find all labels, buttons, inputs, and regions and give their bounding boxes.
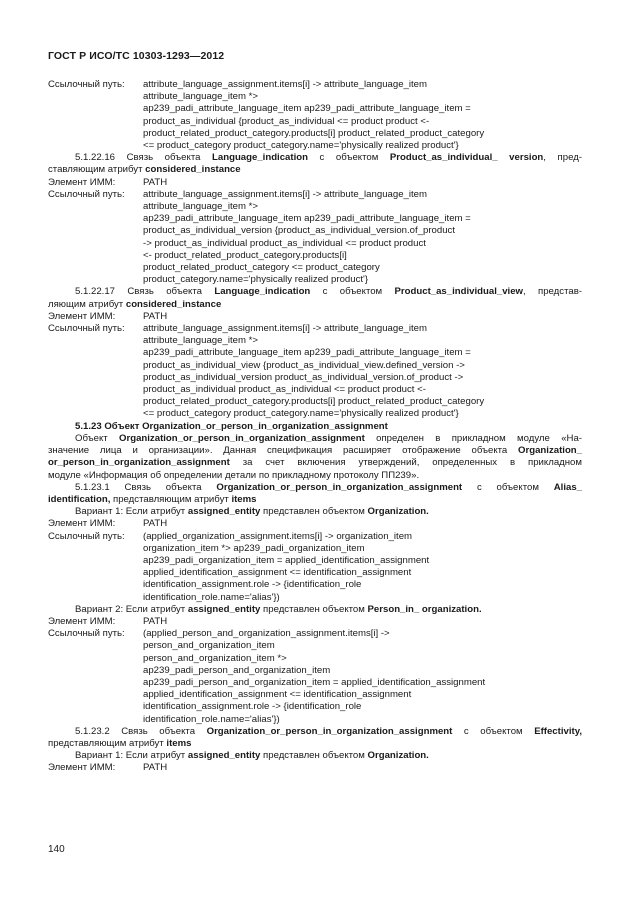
code-line: attribute_language_assignment.items[i] -> attribute_language_item — [143, 323, 427, 335]
reference-path-label: Ссылочный путь: — [48, 79, 125, 90]
imm-element-label: Элемент ИММ: — [48, 518, 116, 530]
section-line: ляющим атрибут considered_instance — [48, 298, 222, 310]
code-block — [48, 201, 582, 286]
code-line: product_category.name='physically realized product'} — [143, 274, 369, 286]
reference-path-label: Ссылочный путь: — [48, 628, 125, 640]
code-line: ap239_padi_person_and_organization_item — [143, 664, 331, 676]
section-5-1-23-1 — [48, 482, 582, 519]
section-5-1-22-17 — [48, 286, 582, 310]
code-line: product_as_individual_view {product_as_individual_view.defined_version -> — [143, 359, 465, 371]
code-line: product_related_product_category.products[i] product_related_product_category — [143, 127, 485, 139]
imm-element-label: Элемент ИММ: — [48, 762, 116, 774]
code-line: attribute_language_item *> — [143, 201, 258, 213]
reference-path-label: Ссылочный путь: — [48, 323, 125, 335]
imm-element-value: PATH — [143, 762, 168, 774]
section-line: 5.1.23.2 Связь объекта Organization_or_person_in_organization_assignment с объектом Effectivity, — [75, 725, 582, 737]
imm-element-row — [48, 616, 582, 628]
reference-path-label: Ссылочный путь: — [48, 530, 125, 542]
imm-element-value: PATH — [143, 615, 168, 627]
variant-line: Вариант 1: Если атрибут assigned_entity представлен объектом Organization. — [75, 750, 429, 762]
code-block — [48, 543, 582, 604]
code-line: product_as_individual_version product_as_individual_version.of_product -> — [143, 371, 464, 383]
imm-element-value: PATH — [143, 176, 168, 188]
section-line: 5.1.22.17 Связь объекта Language_indication с объектом Product_as_individual_view, представ- — [75, 286, 582, 298]
code-line: applied_identification_assignment <= identification_assignment — [143, 567, 412, 579]
code-line: ap239_padi_attribute_language_item ap239_padi_attribute_language_item = — [143, 103, 471, 115]
page-number: 140 — [48, 844, 65, 855]
code-line: attribute_language_item *> — [143, 91, 258, 103]
section-line: 5.1.22.16 Связь объекта Language_indication с объектом Product_as_individual_ version, пред- — [75, 152, 582, 164]
code-line: product_as_individual_version {product_as_individual_version.of_product — [143, 225, 456, 237]
imm-element-row — [48, 518, 582, 530]
imm-element-label: Элемент ИММ: — [48, 176, 116, 188]
code-line: person_and_organization_item — [143, 640, 275, 652]
imm-element-row — [48, 177, 582, 189]
code-block — [48, 640, 582, 725]
code-line: <- product_related_product_category.products[i] — [143, 249, 347, 261]
code-line: identification_assignment.role -> {identification_role — [143, 701, 362, 713]
imm-element-value: PATH — [143, 310, 168, 322]
code-line: product_as_individual product_as_individual <= product product <- — [143, 384, 426, 396]
reference-path-value — [143, 323, 582, 335]
code-line: attribute_language_assignment.items[i] -> attribute_language_item — [143, 79, 427, 90]
section-line: identification, представляющим атрибут items — [48, 493, 257, 505]
document-body — [48, 79, 582, 775]
section-line: представляющим атрибут items — [48, 737, 192, 749]
section-line: модуле «Информация об определении детали по прикладному протоколу ПП239». — [48, 469, 420, 481]
section-5-1-22-16 — [48, 152, 582, 176]
code-line: person_and_organization_item *> — [143, 652, 287, 664]
code-line: identification_role.name='alias'}) — [143, 713, 280, 725]
imm-element-value: PATH — [143, 518, 168, 530]
reference-path-value — [143, 531, 582, 543]
reference-path-row — [48, 323, 582, 335]
code-line: organization_item *> ap239_padi_organization_item — [143, 542, 365, 554]
reference-path-row — [48, 628, 582, 640]
code-line: product_related_product_category.products[i] product_related_product_category — [143, 396, 485, 408]
code-line: ap239_padi_attribute_language_item ap239_padi_attribute_language_item = — [143, 347, 471, 359]
code-line: <= product_category product_category.name='physically realized product'} — [143, 140, 459, 152]
code-line: identification_role.name='alias'}) — [143, 591, 280, 603]
code-line: (applied_organization_assignment.items[i] -> organization_item — [143, 530, 413, 542]
code-line: (applied_person_and_organization_assignment.items[i] -> — [143, 628, 390, 640]
variant-line: Вариант 2: Если атрибут assigned_entity представлен объектом Person_in_ organization. — [75, 603, 482, 615]
section-title: 5.1.23 Объект Organization_or_person_in_organization_assignment — [75, 420, 388, 432]
section-5-1-23 — [48, 421, 582, 482]
code-line: -> product_as_individual product_as_individual <= product product — [143, 237, 426, 249]
imm-element-row — [48, 762, 582, 774]
imm-element-label: Элемент ИММ: — [48, 310, 116, 322]
reference-path-value — [143, 628, 582, 640]
code-line: ap239_padi_organization_item = applied_identification_assignment — [143, 554, 430, 566]
reference-path-row — [48, 531, 582, 543]
imm-element-row — [48, 311, 582, 323]
section-5-1-23-2 — [48, 726, 582, 763]
reference-path-value — [143, 79, 582, 91]
code-line: identification_assignment.role -> {identification_role — [143, 579, 362, 591]
variant-2 — [48, 604, 582, 616]
code-block — [48, 335, 582, 420]
imm-element-label: Элемент ИММ: — [48, 615, 116, 627]
code-line: product_as_individual {product_as_individual <= product product <- — [143, 115, 430, 127]
code-line: product_related_product_category <= product_category — [143, 262, 380, 274]
reference-path-row — [48, 189, 582, 201]
reference-path-row — [48, 79, 582, 91]
code-line: ap239_padi_attribute_language_item ap239_padi_attribute_language_item = — [143, 213, 471, 225]
section-line: Объект Organization_or_person_in_organization_assignment определен в прикладном модуле «На- — [75, 432, 582, 444]
code-line: attribute_language_item *> — [143, 335, 258, 347]
section-line: 5.1.23.1 Связь объекта Organization_or_person_in_organization_assignment с объектом Alias_ — [75, 481, 582, 493]
section-line: ставляющим атрибут considered_instance — [48, 164, 241, 176]
code-line: ap239_padi_person_and_organization_item = applied_identification_assignment — [143, 676, 486, 688]
code-line: attribute_language_assignment.items[i] -> attribute_language_item — [143, 188, 427, 200]
section-line: значение лица и организации». Данная спецификация расширяет отображение объекта Organization_ — [48, 445, 582, 457]
code-line: applied_identification_assignment <= identification_assignment — [143, 689, 412, 701]
document-header: ГОСТ Р ИСО/ТС 10303-1293—2012 — [48, 50, 225, 62]
reference-path-value — [143, 189, 582, 201]
code-line: <= product_category product_category.name='physically realized product'} — [143, 408, 459, 420]
variant-line: Вариант 1: Если атрибут assigned_entity представлен объектом Organization. — [75, 506, 429, 518]
code-block — [48, 91, 582, 152]
section-line: or_person_in_organization_assignment за счет включения утверждений, определенных в прикладном — [48, 457, 582, 469]
reference-path-label: Ссылочный путь: — [48, 188, 125, 200]
